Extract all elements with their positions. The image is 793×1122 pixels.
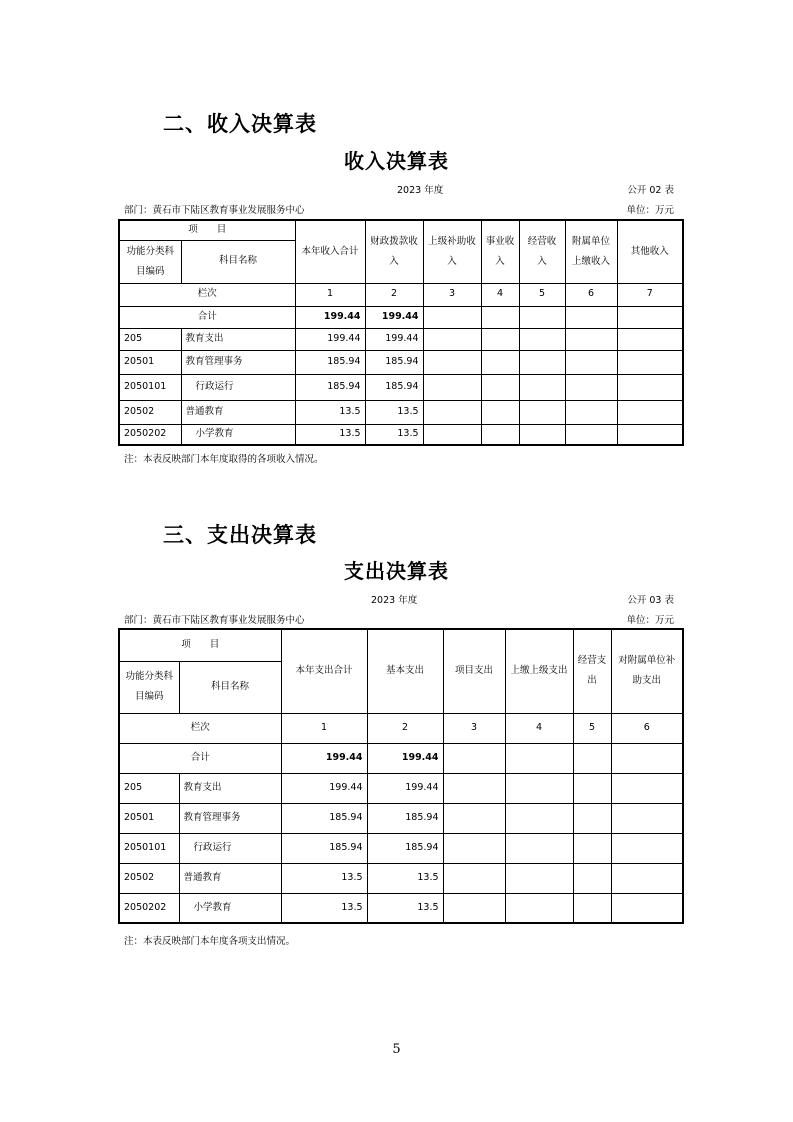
expense-row-cell — [611, 863, 683, 893]
expense-row-cell — [573, 833, 611, 863]
expense-colnum-label: 栏次 — [119, 713, 281, 743]
income-header-col-2: 财政拨款收入 — [365, 220, 423, 283]
expense-row-name: 行政运行 — [179, 833, 281, 863]
expense-row-cell — [505, 773, 573, 803]
income-total-cell — [481, 306, 519, 328]
expense-row-cell — [573, 803, 611, 833]
expense-row-cell — [505, 863, 573, 893]
expense-note: 注：本表反映部门本年度各项支出情况。 — [124, 936, 296, 947]
expense-row-cell — [505, 803, 573, 833]
expense-header-code: 功能分类科目编码 — [119, 661, 179, 713]
income-total-cell — [565, 306, 617, 328]
income-row-name: 普通教育 — [181, 400, 295, 424]
expense-year: 2023 年度 — [371, 595, 418, 606]
expense-row-cell: 185.94 — [367, 833, 443, 863]
expense-row-cell — [611, 803, 683, 833]
income-form-no: 公开 02 表 — [627, 185, 674, 196]
expense-row-code: 20502 — [119, 863, 179, 893]
expense-row-cell: 13.5 — [281, 893, 367, 923]
expense-header-col-4: 上缴上级支出 — [505, 629, 573, 713]
expense-row-code: 20501 — [119, 803, 179, 833]
income-row-cell: 185.94 — [295, 350, 365, 374]
expense-row-cell — [611, 833, 683, 863]
income-row-cell — [519, 424, 565, 445]
income-header-col-3: 上级补助收入 — [423, 220, 481, 283]
expense-total-row — [119, 743, 683, 773]
income-row-cell — [519, 400, 565, 424]
income-row-cell — [481, 328, 519, 350]
income-total-cell: 199.44 — [295, 306, 365, 328]
expense-form-no: 公开 03 表 — [627, 595, 674, 606]
expense-row-cell — [573, 863, 611, 893]
expense-row-cell: 13.5 — [367, 863, 443, 893]
expense-row-name: 普通教育 — [179, 863, 281, 893]
income-row-cell: 13.5 — [365, 424, 423, 445]
income-row-name: 行政运行 — [181, 374, 295, 400]
income-row-cell — [481, 400, 519, 424]
income-row-cell: 185.94 — [365, 374, 423, 400]
expense-header-project: 项 目 — [119, 629, 281, 661]
income-row-cell — [617, 328, 683, 350]
expense-department: 部门：黄石市下陆区教育事业发展服务中心 — [124, 615, 305, 626]
income-colnum: 1 — [295, 283, 365, 306]
expense-total-cell: 199.44 — [281, 743, 367, 773]
expense-header-col-1: 本年支出合计 — [281, 629, 367, 713]
income-row — [119, 328, 683, 350]
income-row-cell — [423, 400, 481, 424]
income-colnum: 4 — [481, 283, 519, 306]
income-header-name: 科目名称 — [181, 240, 295, 283]
income-note: 注：本表反映部门本年度取得的各项收入情况。 — [124, 454, 324, 465]
income-row-cell: 13.5 — [295, 424, 365, 445]
expense-colnum: 3 — [443, 713, 505, 743]
income-row-cell — [519, 374, 565, 400]
income-colnum-label: 栏次 — [119, 283, 295, 306]
income-total-row — [119, 306, 683, 328]
expense-row-cell: 185.94 — [281, 803, 367, 833]
income-row-cell — [423, 350, 481, 374]
income-total-cell — [423, 306, 481, 328]
income-colnum: 2 — [365, 283, 423, 306]
expense-header-col-6: 对附属单位补助支出 — [611, 629, 683, 713]
income-row-cell — [565, 328, 617, 350]
expense-row-name: 小学教育 — [179, 893, 281, 923]
income-colnum: 5 — [519, 283, 565, 306]
expense-row-cell: 185.94 — [281, 833, 367, 863]
expense-table — [118, 628, 684, 924]
expense-row — [119, 803, 683, 833]
income-header-col-4: 事业收入 — [481, 220, 519, 283]
expense-row-code: 2050202 — [119, 893, 179, 923]
income-row — [119, 424, 683, 445]
page-number: 5 — [392, 1042, 401, 1057]
income-unit: 单位：万元 — [626, 205, 674, 216]
income-total-cell — [519, 306, 565, 328]
income-row-code: 2050202 — [119, 424, 181, 445]
income-row-cell: 185.94 — [365, 350, 423, 374]
income-header-col-7: 其他收入 — [617, 220, 683, 283]
expense-row-cell — [505, 833, 573, 863]
expense-row — [119, 863, 683, 893]
income-row-name: 教育管理事务 — [181, 350, 295, 374]
expense-colnum: 1 — [281, 713, 367, 743]
income-row-cell — [565, 400, 617, 424]
income-header-col-5: 经营收入 — [519, 220, 565, 283]
expense-row-cell — [443, 863, 505, 893]
expense-header-col-2: 基本支出 — [367, 629, 443, 713]
income-row — [119, 400, 683, 424]
expense-total-cell — [505, 743, 573, 773]
income-row-cell — [617, 400, 683, 424]
expense-total-cell: 199.44 — [367, 743, 443, 773]
expense-total-cell — [573, 743, 611, 773]
expense-row-cell — [505, 893, 573, 923]
expense-row-cell — [443, 773, 505, 803]
expense-total-label: 合计 — [119, 743, 281, 773]
income-department: 部门：黄石市下陆区教育事业发展服务中心 — [124, 205, 305, 216]
expense-row-cell: 13.5 — [367, 893, 443, 923]
income-row-code: 20502 — [119, 400, 181, 424]
expense-row-cell — [443, 893, 505, 923]
expense-row-cell: 199.44 — [367, 773, 443, 803]
income-row-cell — [519, 350, 565, 374]
expense-header-col-5: 经营支出 — [573, 629, 611, 713]
income-row-cell: 13.5 — [295, 400, 365, 424]
income-row-cell — [423, 374, 481, 400]
expense-row — [119, 773, 683, 803]
expense-table-title: 支出决算表 — [344, 559, 449, 583]
expense-row — [119, 833, 683, 863]
income-total-label: 合计 — [119, 306, 295, 328]
expense-row-cell — [443, 833, 505, 863]
expense-colnum: 6 — [611, 713, 683, 743]
expense-header-col-3: 项目支出 — [443, 629, 505, 713]
income-row-cell: 199.44 — [365, 328, 423, 350]
income-header-col-1: 本年收入合计 — [295, 220, 365, 283]
expense-row-cell: 13.5 — [281, 863, 367, 893]
expense-header-name: 科目名称 — [179, 661, 281, 713]
income-row-cell — [565, 374, 617, 400]
income-row-cell — [617, 374, 683, 400]
income-row-cell: 13.5 — [365, 400, 423, 424]
income-row-name: 小学教育 — [181, 424, 295, 445]
expense-row-cell — [573, 773, 611, 803]
expense-total-cell — [611, 743, 683, 773]
income-row-code: 20501 — [119, 350, 181, 374]
expense-row-name: 教育支出 — [179, 773, 281, 803]
income-total-cell — [617, 306, 683, 328]
expense-row-code: 205 — [119, 773, 179, 803]
income-row-code: 2050101 — [119, 374, 181, 400]
income-colnum: 3 — [423, 283, 481, 306]
income-row-cell — [481, 424, 519, 445]
income-header-col-6: 附属单位上缴收入 — [565, 220, 617, 283]
income-row-code: 205 — [119, 328, 181, 350]
income-row-cell — [423, 328, 481, 350]
income-row-cell — [565, 350, 617, 374]
expense-row — [119, 893, 683, 923]
expense-row-cell — [573, 893, 611, 923]
income-row — [119, 350, 683, 374]
income-colnum: 6 — [565, 283, 617, 306]
income-row-name: 教育支出 — [181, 328, 295, 350]
income-row-cell — [617, 424, 683, 445]
income-row-cell: 199.44 — [295, 328, 365, 350]
income-row — [119, 374, 683, 400]
expense-row-cell — [443, 803, 505, 833]
income-total-cell: 199.44 — [365, 306, 423, 328]
expense-section-heading: 三、支出决算表 — [163, 523, 317, 547]
expense-unit: 单位：万元 — [626, 615, 674, 626]
expense-row-code: 2050101 — [119, 833, 179, 863]
income-row-cell — [565, 424, 617, 445]
income-year: 2023 年度 — [397, 185, 444, 196]
expense-row-name: 教育管理事务 — [179, 803, 281, 833]
income-header-code: 功能分类科目编码 — [119, 240, 181, 283]
income-colnum: 7 — [617, 283, 683, 306]
expense-row-cell: 199.44 — [281, 773, 367, 803]
income-header-project: 项 目 — [119, 220, 295, 240]
income-row-cell — [481, 350, 519, 374]
income-row-cell — [481, 374, 519, 400]
expense-colnum: 4 — [505, 713, 573, 743]
income-row-cell — [423, 424, 481, 445]
expense-colnum: 2 — [367, 713, 443, 743]
expense-row-cell: 185.94 — [367, 803, 443, 833]
income-table-title: 收入决算表 — [344, 149, 449, 173]
income-row-cell — [519, 328, 565, 350]
income-table — [118, 219, 684, 446]
expense-total-cell — [443, 743, 505, 773]
expense-row-cell — [611, 893, 683, 923]
income-section-heading: 二、收入决算表 — [163, 112, 317, 136]
income-row-cell — [617, 350, 683, 374]
expense-colnum: 5 — [573, 713, 611, 743]
income-row-cell: 185.94 — [295, 374, 365, 400]
expense-row-cell — [611, 773, 683, 803]
